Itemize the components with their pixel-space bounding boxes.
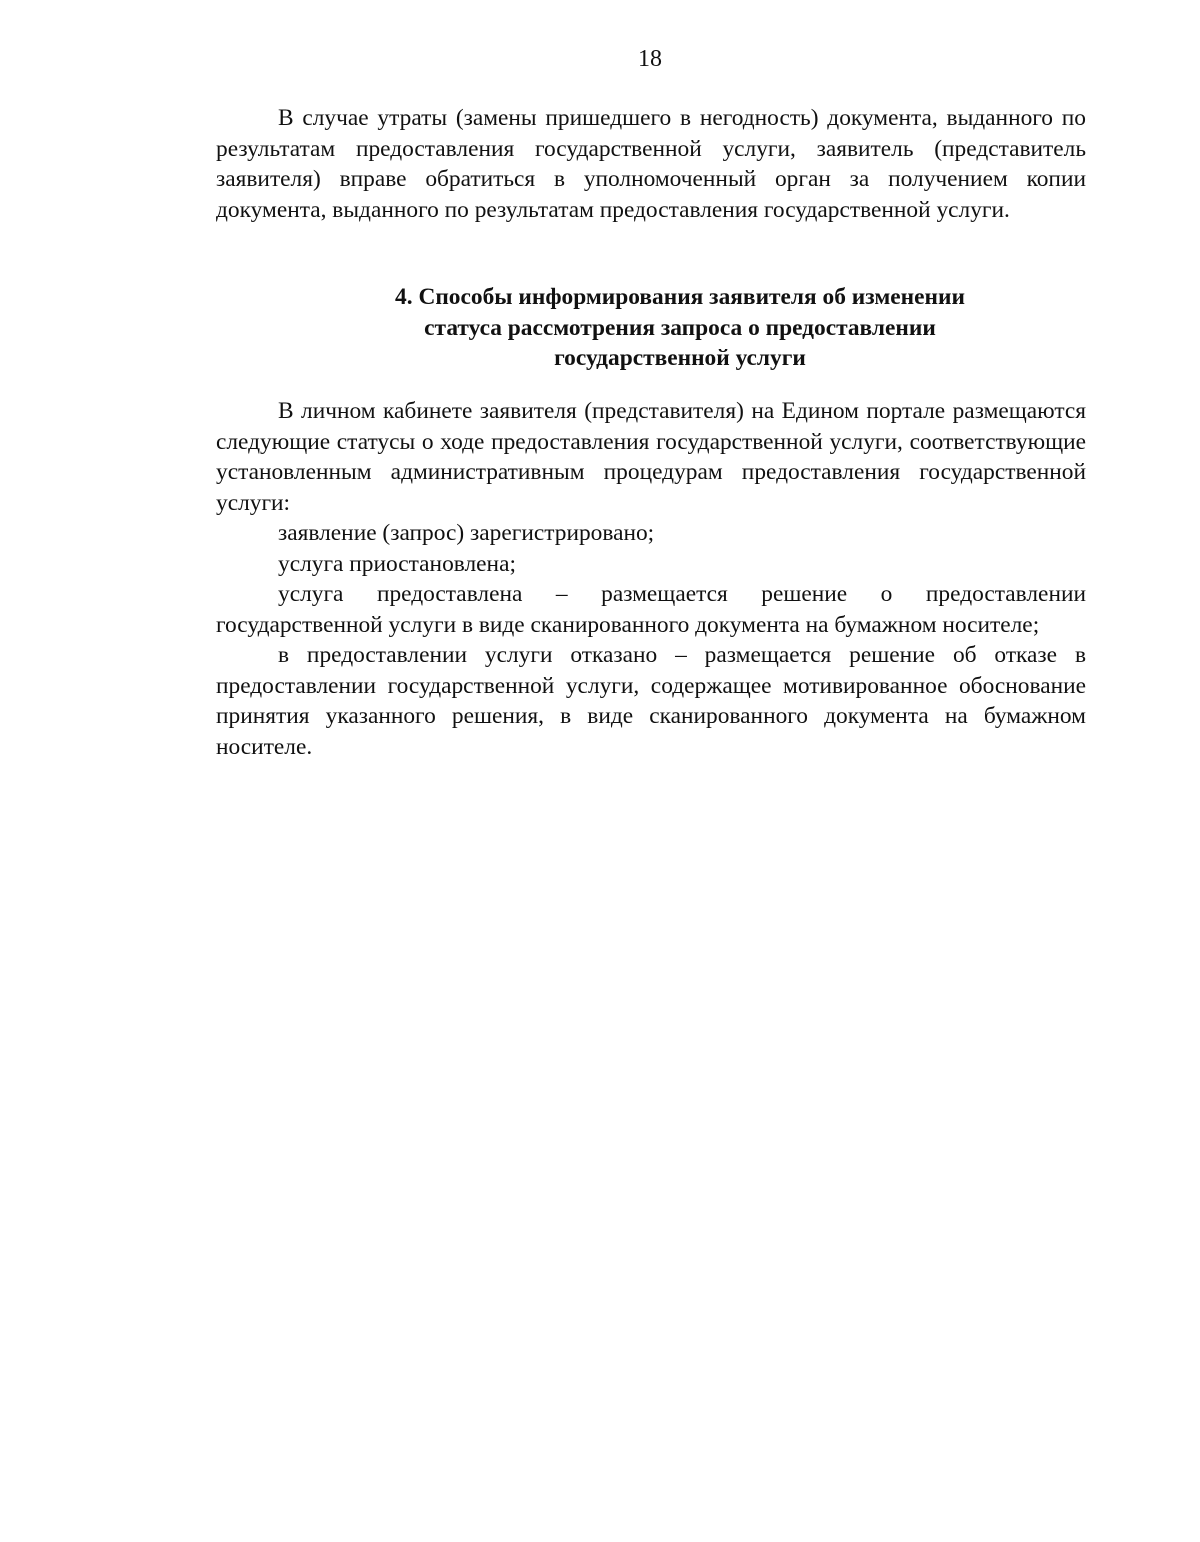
section-body xyxy=(216,396,1086,762)
page-number: 18 xyxy=(638,46,662,72)
status-intro-paragraph: В личном кабинете заявителя (представителя) на Едином портале размещаются следующие статусы о ходе предоставления государственной услуги, соответствующие установленным административным процедурам предоставления государственной услуги: xyxy=(216,398,1086,516)
intro-paragraph: В случае утраты (замены пришедшего в негодность) документа, выданного по результатам предоставления государственной услуги, заявитель (представитель заявителя) вправе обратиться в уполномоченный орган за получением копии документа, выданного по результатам предоставления государственной услуги. xyxy=(216,105,1086,223)
section-heading-line: государственной услуги xyxy=(554,345,806,371)
status-item-registered: заявление (запрос) зарегистрировано; xyxy=(278,520,655,546)
status-item-suspended: услуга приостановлена; xyxy=(278,550,516,577)
intro-section xyxy=(216,103,1086,225)
status-item-refused: в предоставлении услуги отказано – размещается решение об отказе в предоставлении государственной услуги, содержащее мотивированное обоснование принятия указанного решения, в виде сканированного документа на бумажном носителе. xyxy=(216,642,1086,760)
status-item-provided: услуга предоставлена – размещается решение о предоставлении государственной услуги в виде сканированного документа на бумажном носителе; xyxy=(216,581,1086,638)
section-heading-line: 4. Способы информирования заявителя об изменении xyxy=(395,284,965,310)
section-heading-line: статуса рассмотрения запроса о предоставлении xyxy=(424,314,936,341)
section-heading xyxy=(300,282,1060,374)
